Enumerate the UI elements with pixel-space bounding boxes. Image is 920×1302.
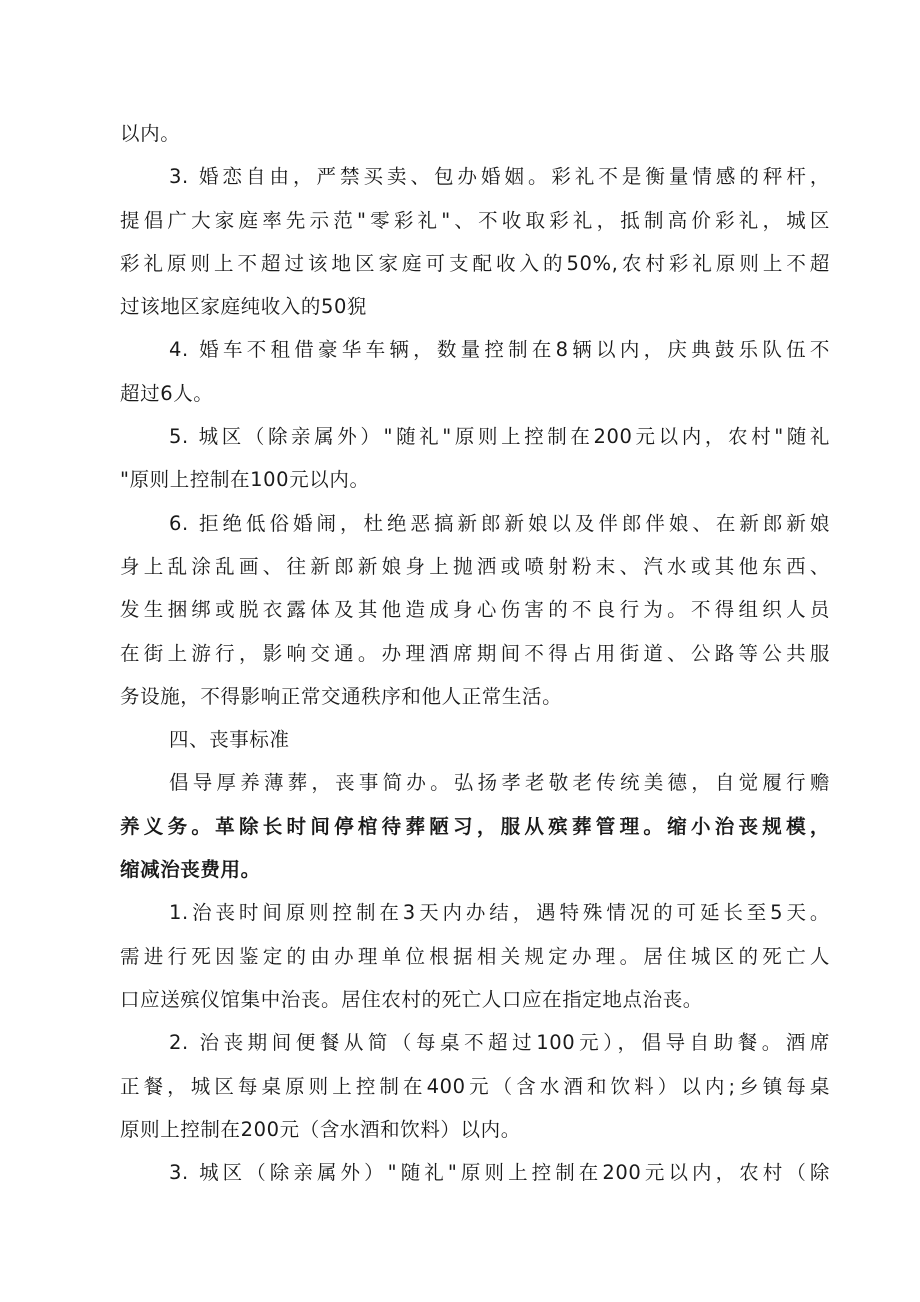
- document-line: 2. 治丧期间便餐从简（每桌不超过100元），倡导自助餐。酒席: [169, 1031, 830, 1055]
- document-line: 过该地区家庭纯收入的50猊: [120, 295, 368, 319]
- document-line: 四、丧事标准: [169, 728, 290, 752]
- document-body: [120, 112, 830, 1194]
- document-line: 3. 婚恋自由，严禁买卖、包办婚姻。彩礼不是衡量情感的秤杆，: [169, 165, 830, 189]
- document-line: "原则上控制在100元以内。: [120, 468, 370, 492]
- document-line: 在街上游行，影响交通。办理酒席期间不得占用街道、公路等公共服: [120, 641, 830, 665]
- document-line: 彩礼原则上不超过该地区家庭可支配收入的50%,农村彩礼原则上不超: [120, 251, 830, 275]
- document-line: 口应送殡仪馆集中治丧。居住农村的死亡人口应在指定地点治丧。: [120, 987, 703, 1011]
- document-line: 务设施，不得影响正常交通秩序和他人正常生活。: [120, 684, 563, 708]
- document-line: 正餐，城区每桌原则上控制在400元（含水酒和饮料）以内;乡镇每桌: [120, 1074, 830, 1098]
- document-line: 养义务。革除长时间停棺待葬陋习，服从殡葬管理。缩小治丧规模，: [120, 814, 830, 838]
- document-line: 身上乱涂乱画、往新郎新娘身上抛洒或喷射粉末、汽水或其他东西、: [120, 554, 830, 578]
- document-line: 原则上控制在200元（含水酒和饮料）以内。: [120, 1117, 521, 1141]
- document-line: 5. 城区（除亲属外）"随礼"原则上控制在200元以内，农村"随礼: [169, 425, 830, 449]
- document-line: 发生捆绑或脱衣露体及其他造成身心伤害的不良行为。不得组织人员: [120, 598, 830, 622]
- document-line: 需进行死因鉴定的由办理单位根据相关规定办理。居住城区的死亡人: [120, 944, 830, 968]
- document-line: 6. 拒绝低俗婚闹，杜绝恶搞新郎新娘以及伴郎伴娘、在新郎新娘: [169, 511, 830, 535]
- document-line: 倡导厚养薄葬，丧事简办。弘扬孝老敬老传统美德，自觉履行赡: [169, 771, 830, 795]
- document-line: 3. 城区（除亲属外）"随礼"原则上控制在200元以内，农村（除: [169, 1161, 830, 1185]
- document-line: 缩减治丧费用。: [120, 858, 261, 882]
- document-line: 超过6人。: [120, 381, 214, 405]
- document-line: 4. 婚车不租借豪华车辆，数量控制在8辆以内，庆典鼓乐队伍不: [169, 338, 830, 362]
- document-line: 提倡广大家庭率先示范"零彩礼"、不收取彩礼，抵制高价彩礼，城区: [120, 208, 830, 232]
- document-line: 1.治丧时间原则控制在3天内办结，遇特殊情况的可延长至5天。: [169, 901, 830, 925]
- document-line: 以内。: [120, 122, 181, 145]
